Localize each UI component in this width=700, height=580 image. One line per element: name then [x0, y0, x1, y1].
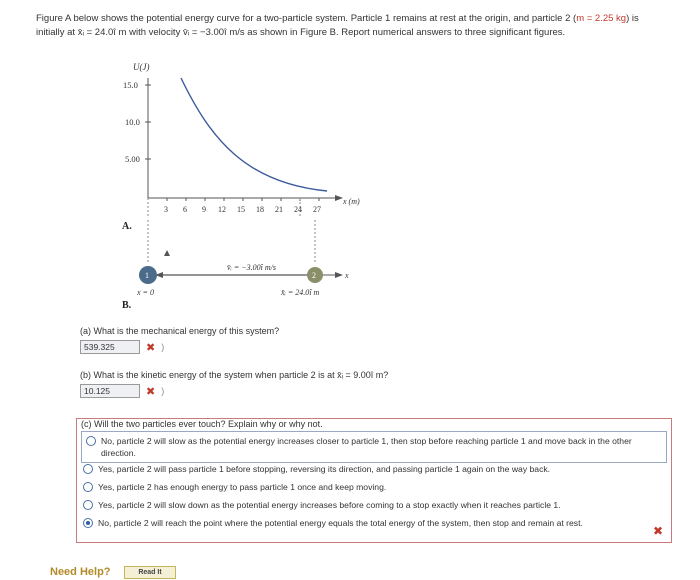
answer-b-input[interactable]: 10.125 [80, 384, 140, 398]
x-tick-label: 21 [275, 205, 283, 214]
x-axis-label: x (m) [343, 197, 360, 206]
question-c: (c) Will the two particles ever touch? Explain why or why not. [81, 419, 323, 429]
figure-b-letter: B. [122, 300, 132, 311]
choice-label: Yes, particle 2 has enough energy to pass particle 1 once and keep moving. [98, 482, 387, 492]
x-tick-label: 15 [237, 205, 245, 214]
radio-button[interactable] [86, 436, 96, 446]
y-tick-label: 15.0 [123, 80, 138, 90]
x-tick-label: 24 [294, 205, 302, 214]
x-tick-label: 9 [202, 205, 206, 214]
incorrect-icon: ✖ [652, 524, 663, 538]
read-it-button[interactable]: Read It [124, 566, 176, 579]
position-label: x̄ᵢ = 24.0î m [281, 288, 320, 297]
radio-button[interactable] [83, 500, 93, 510]
problem-intro [36, 12, 676, 40]
particle-2-label: 2 [312, 271, 316, 280]
x-tick-label: 3 [164, 205, 168, 214]
incorrect-icon: ✖ [146, 385, 156, 398]
x-tick-label: 6 [183, 205, 187, 214]
figure-b-axis-label: x [345, 271, 349, 280]
need-help-label: Need Help? [50, 566, 111, 578]
particle-1-label: 1 [145, 271, 149, 280]
choice-label: Yes, particle 2 will slow down as the potential energy increases before coming to a stop exactly when it reaches particle 1. [98, 500, 561, 510]
intro-text-1: Figure A below shows the potential energy curve for a two-particle system. Particle 1 remains at rest at the origin, and particle 2 ( [36, 13, 577, 24]
answer-a-input[interactable]: 539.325 [80, 340, 140, 354]
intro-text-3: initially at x̄ᵢ = 24.0î m with velocity v̄ᵢ = −3.00î m/s as shown in Figure B. Report numerical answers to three significant figures. [36, 27, 566, 38]
info-icon[interactable]: ) [161, 386, 165, 396]
radio-button[interactable] [83, 482, 93, 492]
choice-option[interactable] [83, 499, 561, 511]
choice-option[interactable] [83, 517, 583, 529]
incorrect-icon: ✖ [146, 341, 156, 354]
figure-a-potential-curve [115, 58, 375, 218]
x-tick-label: 12 [218, 205, 226, 214]
intro-text-2: ) is [626, 13, 639, 24]
radio-button[interactable] [83, 464, 93, 474]
choice-label: Yes, particle 2 will pass particle 1 before stopping, reversing its direction, and passing particle 1 again on the way back. [98, 464, 551, 474]
velocity-label: v̄ᵢ = −3.00î m/s [227, 263, 276, 272]
question-a: (a) What is the mechanical energy of this system? [80, 326, 280, 336]
figure-b-particles [115, 220, 375, 320]
x-tick-label: 27 [313, 205, 321, 214]
y-tick-label: 10.0 [125, 117, 140, 127]
choice-option[interactable] [83, 463, 550, 475]
figure-a-letter: A. [122, 221, 132, 232]
answer-a-row [80, 340, 164, 354]
radio-button-selected[interactable] [83, 518, 93, 528]
choice-label: No, particle 2 will reach the point where the potential energy equals the total energy of the system, then stop and remain at rest. [98, 518, 583, 528]
question-b: (b) What is the kinetic energy of the system when particle 2 is at x̄ᵢ = 9.00î m? [80, 370, 389, 380]
question-c-panel [76, 418, 672, 543]
answer-b-row [80, 384, 164, 398]
potential-energy-curve [181, 78, 327, 191]
choice-option[interactable] [83, 481, 386, 493]
origin-label: x = 0 [137, 288, 154, 297]
mass-value: m = 2.25 kg [576, 13, 627, 24]
choice-label: No, particle 2 will slow as the potential energy increases closer to particle 1, then stop before reaching particle 1 and move back in the other direction. [101, 436, 632, 458]
info-icon[interactable]: ) [161, 342, 165, 352]
y-tick-label: 5.00 [125, 154, 140, 164]
y-axis-label: U(J) [133, 62, 150, 72]
choice-option[interactable] [81, 431, 667, 463]
x-tick-label: 18 [256, 205, 264, 214]
